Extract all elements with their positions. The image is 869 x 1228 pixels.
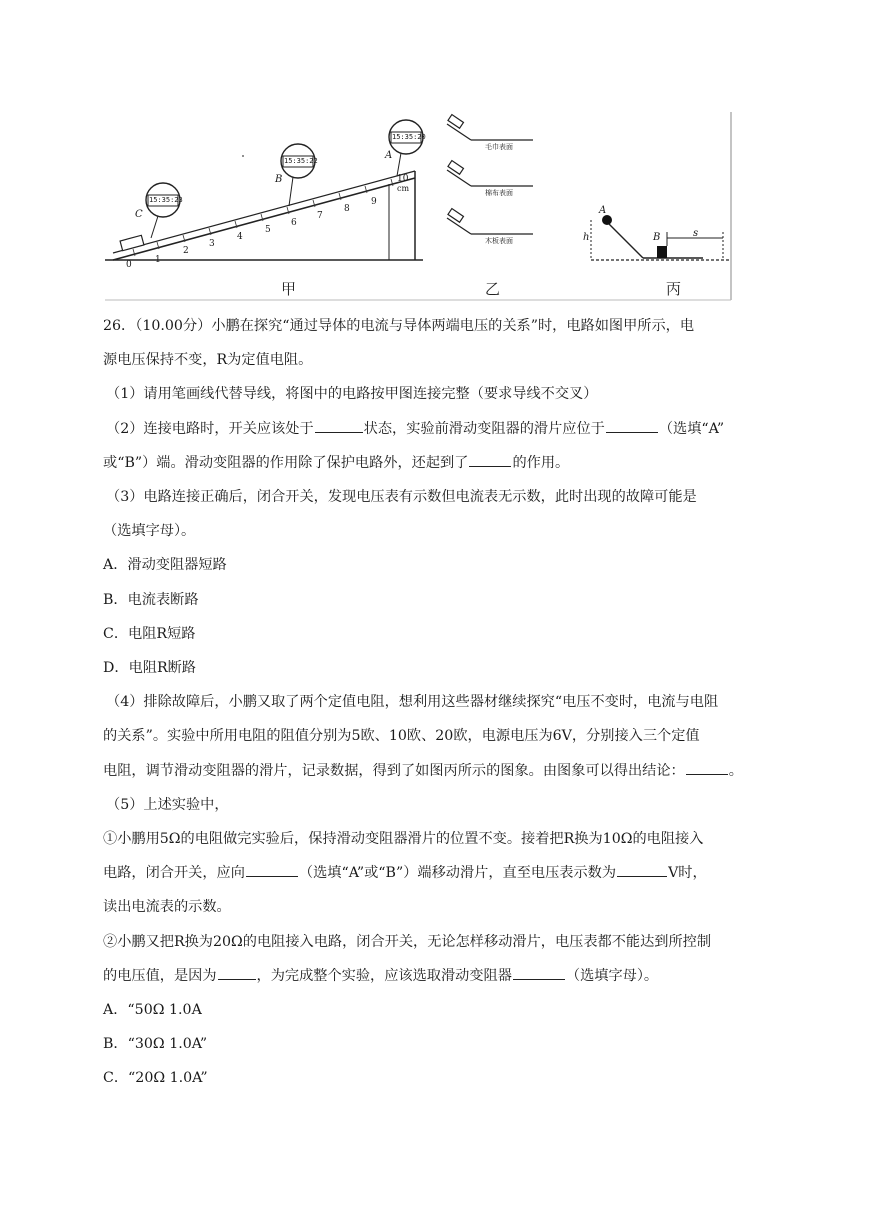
answer-blank-slider-position[interactable] — [606, 418, 658, 433]
surface-towel-label: 毛巾表面 — [485, 143, 513, 151]
figure-label-jia: 甲 — [281, 280, 297, 298]
subquestion-2-line-1 — [103, 412, 775, 446]
bing-h-label: h — [583, 232, 590, 243]
subquestion-5-1-line-1: ①小鹏用5Ω的电阻做完实验后，保持滑动变阻器滑片的位置不变。接着把R换为10Ω的电阻接入 — [103, 831, 704, 848]
subquestion-3-line-1: （3）电路连接正确后，闭合开关，发现电压表有示数但电流表无示数，此时出现的故障可能是 — [106, 489, 697, 506]
subquestion-1: （1）请用笔画线代替导线，将图中的电路按甲图连接完整（要求导线不交叉） — [106, 386, 598, 403]
q2-text-c: （选填“A” — [658, 420, 725, 437]
answer-blank-voltage[interactable] — [617, 862, 667, 877]
q2-text-b: 状态，实验前滑动变阻器的滑片应位于 — [363, 420, 605, 437]
q5-option-b: B．“30Ω 1.0A” — [103, 1036, 208, 1053]
figure-label-yi: 乙 — [485, 280, 501, 298]
ruler-tick-8: 8 — [344, 204, 350, 214]
ruler-tick-10: 10 — [397, 174, 409, 184]
answer-blank-rheostat-role[interactable] — [469, 452, 511, 467]
bing-a-label: A — [599, 205, 607, 216]
answer-blank-move-direction[interactable] — [246, 862, 298, 877]
figure-label-bing: 丙 — [666, 280, 682, 298]
point-b-label: B — [275, 174, 283, 185]
clock-b-time: 15:35:22 — [284, 157, 318, 165]
subquestion-4-line-1: （4）排除故障后，小鹏又取了两个定值电阻，想利用这些器材继续探究“电压不变时，电流与电阻 — [106, 694, 719, 711]
ruler-tick-5: 5 — [265, 225, 271, 235]
ruler-tick-6: 6 — [291, 218, 297, 228]
answer-blank-reason[interactable] — [218, 965, 256, 980]
clock-a-time: 15:35:20 — [392, 133, 426, 141]
q4-text-c: 电阻，调节滑动变阻器的滑片，记录数据，得到了如图丙所示的图象。由图象可以得出结论： — [103, 762, 685, 779]
subquestion-5-1-line-2 — [103, 856, 775, 890]
ruler-tick-0: 0 — [126, 260, 132, 270]
question-stem-line-1: 26．（10.00分）小鹏在探究“通过导体的电流与导体两端电压的关系”时，电路如图甲所示，电 — [103, 318, 695, 334]
ruler-tick-7: 7 — [317, 211, 323, 221]
bing-s-label: s — [693, 228, 699, 239]
ruler-tick-9: 9 — [371, 197, 377, 207]
ruler-unit: cm — [397, 184, 410, 193]
subquestion-5-2-line-1: ②小鹏又把R换为20Ω的电阻接入电路，闭合开关，无论怎样移动滑片，电压表都不能达到所控制 — [103, 933, 712, 950]
subquestion-2-line-2 — [103, 446, 775, 480]
answer-blank-switch-state[interactable] — [315, 418, 363, 433]
experiment-figure — [103, 110, 733, 302]
q5-1-text-c: （选填“A”或“B”）端移动滑片，直至电压表示数为 — [298, 865, 617, 882]
surface-wood-label: 木板表面 — [485, 237, 513, 245]
ruler-tick-4: 4 — [237, 232, 243, 242]
q3-option-a: A．滑动变阻器短路 — [103, 557, 227, 574]
bing-b-label: B — [653, 232, 661, 243]
ruler-tick-3: 3 — [209, 239, 215, 249]
subquestion-5: （5）上述实验中， — [106, 796, 229, 813]
subquestion-3-line-2: （选填字母）。 — [103, 523, 196, 540]
q3-option-c: C．电阻R短路 — [103, 625, 196, 642]
subquestion-4-line-2: 的关系”。实验中所用电阻的阻值分别为5欧、10欧、20欧，电源电压为6V，分别接入三个定值 — [103, 728, 700, 745]
q2-text-d: 或“B”）端。滑动变阻器的作用除了保护电路外，还起到了 — [103, 454, 469, 471]
ruler-tick-2: 2 — [183, 246, 189, 256]
surfaces-diagram — [447, 115, 533, 234]
question-26 — [103, 309, 775, 1096]
q5-2-text-d: （选填字母）。 — [565, 967, 659, 984]
q5-option-a: A．“50Ω 1.0A — [103, 1002, 202, 1019]
ramp-diagram — [105, 120, 423, 260]
q4-text-d: 。 — [728, 762, 743, 779]
q2-text-a: （2）连接电路时，开关应该处于 — [106, 420, 314, 437]
ruler-tick-1: 1 — [155, 255, 161, 265]
point-c-label: C — [135, 209, 143, 220]
q3-option-d: D．电阻R断路 — [103, 660, 196, 677]
q2-text-e: 的作用。 — [512, 454, 570, 471]
q5-1-text-d: V时， — [668, 865, 707, 882]
subquestion-4-line-3 — [103, 754, 775, 788]
q5-option-c: C．“20Ω 1.0A” — [103, 1070, 208, 1087]
subquestion-5-1-line-3: 读出电流表的示数。 — [103, 899, 231, 916]
subquestion-5-2-line-2 — [103, 959, 775, 993]
surface-cotton-label: 棉布表面 — [485, 189, 513, 197]
q3-option-b: B．电流表断路 — [103, 591, 199, 608]
q5-2-text-c: ，为完成整个实验，应该选取滑动变阻器 — [256, 967, 512, 984]
answer-blank-rheostat-choice[interactable] — [513, 965, 565, 980]
clock-c-time: 15:35:23 — [149, 196, 183, 204]
point-a-label: A — [385, 150, 393, 161]
question-stem-line-2: 源电压保持不变，R为定值电阻。 — [103, 352, 313, 369]
answer-blank-conclusion[interactable] — [686, 760, 728, 775]
q5-2-text-b: 的电压值，是因为 — [103, 967, 217, 984]
q5-1-text-b: 电路，闭合开关，应向 — [103, 865, 245, 882]
